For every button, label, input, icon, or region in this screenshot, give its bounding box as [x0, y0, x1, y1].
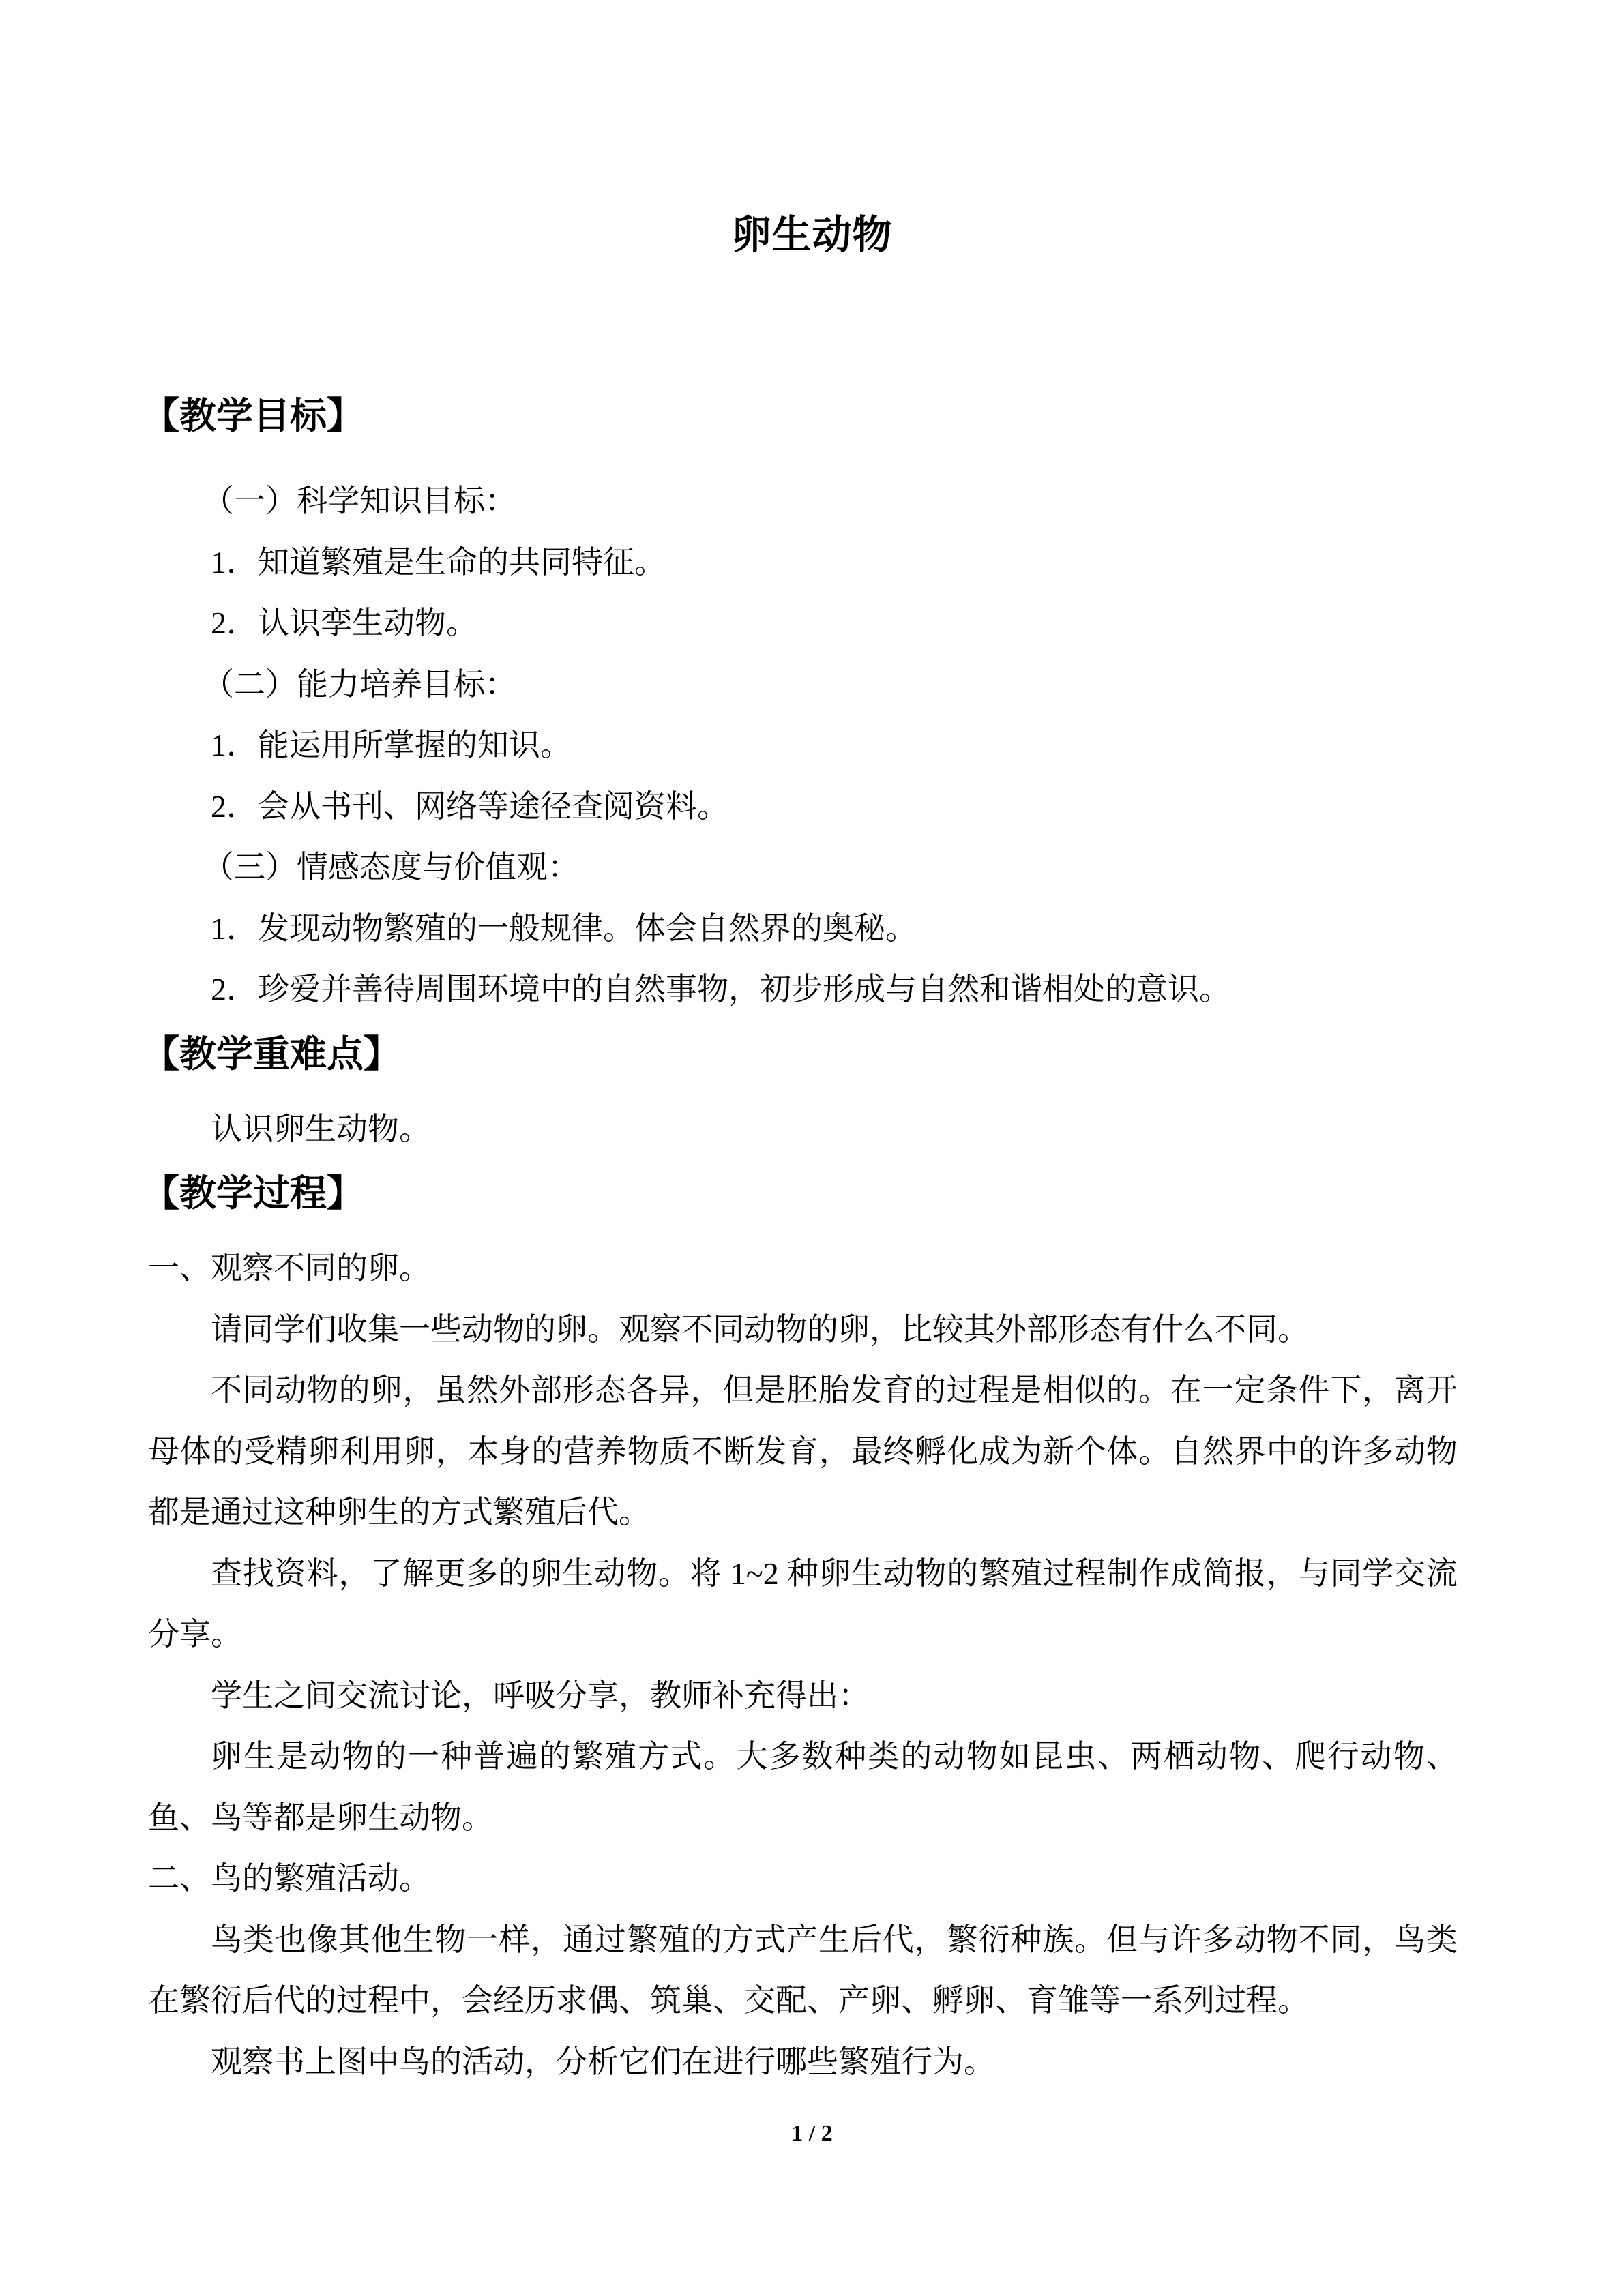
document-title: 卵生动物	[731, 213, 893, 257]
process-paragraph: 卵生是动物的一种普遍的繁殖方式。大多数种类的动物如昆虫、两栖动物、爬行动物、鱼、鸟等都是卵生动物。	[148, 1739, 1458, 1835]
objective-item: 1．知道繁殖是生命的共同特征。	[211, 544, 666, 580]
process-paragraph: 鸟类也像其他生物一样，通过繁殖的方式产生后代，繁衍种族。但与许多动物不同，鸟类在繁衍后代的过程中，会经历求偶、筑巢、交配、产卵、孵卵、育雏等一系列过程。	[148, 1922, 1458, 2018]
subheading-knowledge: （一）科学知识目标：	[203, 483, 516, 518]
document-body	[143, 382, 1458, 2092]
subheading-ability: （二）能力培养目标：	[203, 666, 516, 702]
process-part-title: 一、观察不同的卵。	[148, 1251, 430, 1285]
key-points-text: 认识卵生动物。	[211, 1111, 430, 1146]
objective-item: 2．珍爱并善待周围环境中的自然事物，初步形成与自然和谐相处的意识。	[211, 972, 1230, 1007]
section-heading-process: 【教学过程】	[143, 1173, 364, 1214]
process-paragraph: 查找资料，了解更多的卵生动物。将 1~2 种卵生动物的繁殖过程制作成简报，与同学交流分享。	[148, 1555, 1458, 1652]
objective-item: 1．发现动物繁殖的一般规律。体会自然界的奥秘。	[211, 910, 917, 946]
page-number: 1 / 2	[791, 2121, 833, 2146]
process-paragraph: 不同动物的卵，虽然外部形态各异，但是胚胎发育的过程是相似的。在一定条件下，离开母体的受精卵利用卵，本身的营养物质不断发育，最终孵化成为新个体。自然界中的许多动物都是通过这种卵生的方式繁殖后代。	[148, 1373, 1458, 1530]
objective-item: 2．认识孪生动物。	[211, 606, 477, 640]
objective-item: 1．能运用所掌握的知识。	[211, 728, 572, 762]
objective-item: 2．会从书刊、网络等途径查阅资料。	[211, 788, 728, 824]
process-paragraph: 观察书上图中鸟的活动，分析它们在进行哪些繁殖行为。	[211, 2044, 995, 2079]
process-paragraph: 请同学们收集一些动物的卵。观察不同动物的卵，比较其外部形态有什么不同。	[211, 1311, 1309, 1347]
section-heading-key-points: 【教学重难点】	[143, 1033, 400, 1075]
subheading-attitude: （三）情感态度与价值观：	[203, 850, 579, 884]
process-paragraph: 学生之间交流讨论，呼吸分享，教师补充得出：	[211, 1678, 870, 1713]
process-part-title: 二、鸟的繁殖活动。	[148, 1861, 430, 1896]
section-heading-objectives: 【教学目标】	[143, 396, 364, 436]
